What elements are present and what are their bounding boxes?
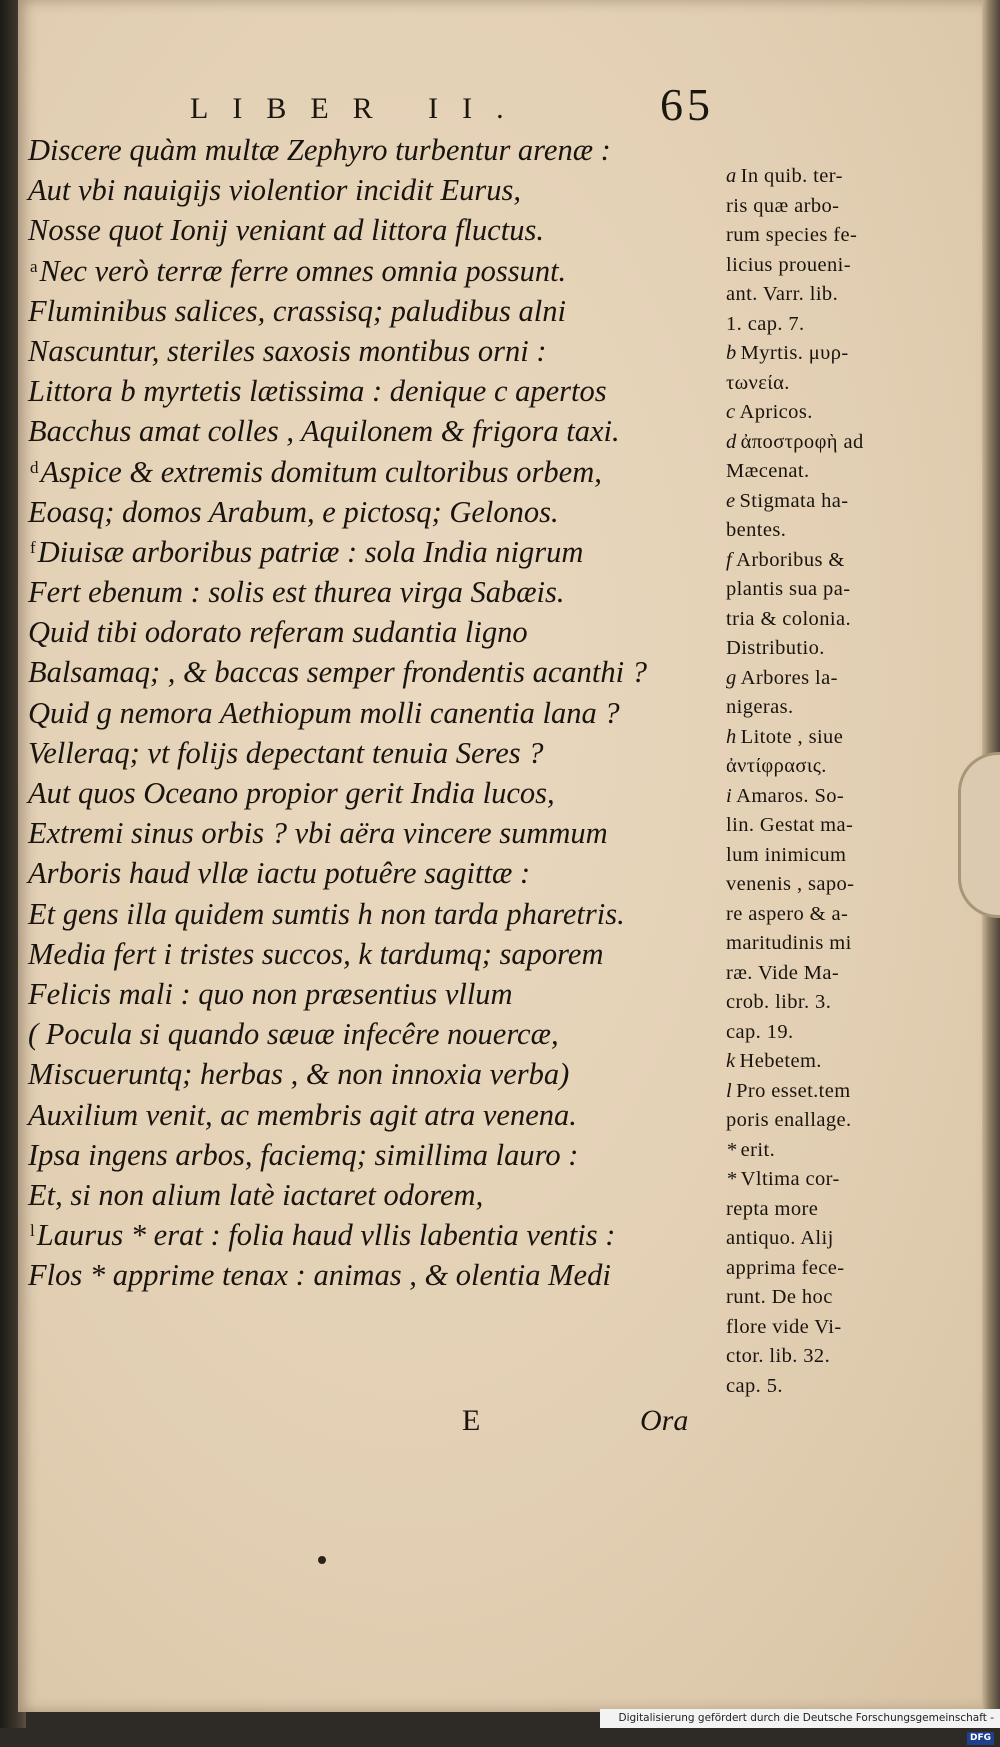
note-marker: d [30,457,39,477]
note-line [726,634,906,664]
verse-line [28,813,718,853]
note-text: maritudinis mi [726,932,852,954]
verse-line [28,371,718,411]
page-tab-marker [958,752,1000,918]
note-line [726,1077,906,1107]
note-text: Apricos. [739,401,813,423]
note-line [726,1342,906,1372]
note-line [726,664,906,694]
note-text: ἀποστροφὴ ad [740,430,864,453]
note-key: k [726,1050,736,1072]
note-key: e [726,489,736,512]
note-line [726,369,906,399]
note-text: ant. Varr. lib. [726,283,839,305]
verse-line [28,612,718,652]
verse-line [28,1054,718,1094]
note-line [726,575,906,605]
verse-line-text: Aut quos Oceano propior gerit India lucos, [28,776,555,810]
note-line [726,457,906,487]
verse-line [28,130,718,170]
note-line [726,1165,906,1195]
verse-line-text: Quid g nemora Aethiopum molli canentia lana ? [28,695,620,730]
note-text: flore vide Vi- [726,1315,842,1338]
note-line [726,1372,906,1402]
note-line [726,752,906,782]
note-line [726,192,906,222]
marginal-notes [726,162,906,1401]
verse-line [28,733,718,773]
note-line [726,310,906,340]
note-text: repta more [726,1197,819,1220]
catchword: Ora [640,1404,689,1437]
note-line [726,693,906,723]
note-key: * [726,1168,737,1190]
note-text: erit. [740,1138,776,1161]
note-line [726,1047,906,1077]
note-key: a [726,165,737,187]
verse-line-text: Bacchus amat colles , Aquilonem & frigora taxi. [28,414,620,449]
note-text: 1. cap. 7. [726,312,805,335]
verse-line [28,693,718,733]
note-text: ἀντίφρασις. [726,755,827,777]
note-line [726,900,906,930]
verse-line [28,1014,718,1054]
note-marker: l [30,1221,35,1241]
note-text: plantis sua pa- [726,578,851,600]
note-text: poris enallage. [726,1109,852,1131]
note-line [726,280,906,310]
note-text: ræ. Vide Ma- [726,961,840,984]
note-line [726,988,906,1018]
note-line [726,1136,906,1166]
verse-line [28,210,718,250]
note-text: licius proueni- [726,253,851,276]
note-line [726,870,906,900]
note-line [726,339,906,369]
verse-line-text: Media fert i tristes succos, k tardumq; saporem [28,936,604,971]
verse-line-text: Velleraq; vt folijs depectant tenuia Seres ? [28,735,544,770]
verse-line-text: Fert ebenum : solis est thurea virga Sabæis. [28,575,565,610]
ink-spot [318,1556,326,1564]
verse-line [28,1175,718,1215]
note-marker: a [30,256,38,276]
note-line [726,1313,906,1343]
verse-line [28,1215,718,1255]
digitization-footer [600,1709,1000,1743]
verse-line [28,934,718,974]
note-text: Myrtis. μυρ- [740,342,849,364]
note-text: Mæcenat. [726,460,810,482]
note-text: crob. libr. 3. [726,991,832,1013]
verse-line-text: Nascuntur, steriles saxosis montibus orni : [28,333,547,368]
note-text: Stigmata ha- [739,489,849,512]
verse-line [28,170,718,210]
verse-line-text: Aut vbi nauigijs violentior incidit Eurus, [28,173,522,208]
verse-line-text: Et gens illa quidem sumtis h non tarda pharetris. [28,896,625,931]
verse-line-text: Nec verò terræ ferre omnes omnia possunt. [39,253,567,288]
note-text: venenis , sapo- [726,873,855,895]
page-number: 65 [660,79,714,130]
note-text: Litote , siue [740,725,844,748]
note-key: d [726,430,737,453]
verse-line-text: Flos * apprime tenax : animas , & olentia Medi [28,1258,611,1293]
verse-line-text: Aspice & extremis domitum cultoribus orbem, [40,454,602,489]
note-key: h [726,725,737,748]
note-key: b [726,342,737,364]
verse-line-text: Felicis mali : quo non præsentius vllum [28,976,513,1011]
note-line [726,959,906,989]
verse-line [28,452,718,492]
verse-line [28,1095,718,1135]
note-line [726,1018,906,1048]
verse-line [28,974,718,1014]
note-line [726,428,906,458]
note-text: Arboribus & [736,548,845,571]
note-text: lum inimicum [726,843,847,866]
verse-line-text: Miscueruntq; herbas , & non innoxia verba) [28,1057,570,1092]
note-text: ris quæ arbo- [726,194,840,217]
note-line [726,811,906,841]
note-line [726,1254,906,1284]
verse-line [28,411,718,451]
note-line [726,546,906,576]
note-line [726,723,906,753]
note-key: * [726,1138,737,1161]
verse-line-text: Nosse quot Ionij veniant ad littora fluctus. [28,213,544,248]
signature-mark: E [462,1404,481,1437]
verse-line-text: Et, si non alium latè iactaret odorem, [28,1177,484,1212]
note-text: bentes. [726,519,787,541]
verse-line [28,1135,718,1175]
verse-line [28,572,718,612]
note-line [726,251,906,281]
note-line [726,487,906,517]
verse-line [28,652,718,692]
verse-line [28,291,718,331]
note-line [726,605,906,635]
verse-line-text: Quid tibi odorato referam sudantia ligno [28,615,528,650]
note-key: i [726,784,733,807]
verse-line [28,894,718,934]
verse-line-text: Eoasq; domos Arabum, e pictosq; Gelonos. [28,494,559,529]
note-text: Pro esset.tem [736,1079,851,1102]
verse-line-text: Littora b myrtetis lætissima : denique c apertos [28,374,607,409]
note-text: τωνεία. [726,371,790,394]
note-text: rum species fe- [726,224,858,246]
note-text: nigeras. [726,696,794,718]
verse-line [28,1255,718,1295]
note-key: l [726,1079,733,1102]
verse-line-text: Balsamaq; , & baccas semper frondentis acanthi ? [28,655,647,690]
note-line [726,398,906,428]
note-text: cap. 19. [726,1020,794,1043]
note-line [726,1106,906,1136]
note-line [726,1195,906,1225]
verse-line [28,492,718,532]
note-key: c [726,401,736,423]
note-text: In quib. ter- [740,165,843,187]
note-text: ctor. lib. 32. [726,1345,831,1367]
note-line [726,841,906,871]
verse-line-text: Discere quàm multæ Zephyro turbentur arenæ : [28,133,611,167]
note-text: Hebetem. [739,1050,822,1072]
note-key: f [726,548,733,571]
note-line [726,162,906,192]
note-key: g [726,666,737,689]
dfg-logo: DFG [967,1732,994,1745]
verse-line [28,853,718,893]
note-line [726,1283,906,1313]
verse-line-text: Extremi sinus orbis ? vbi aëra vincere summum [28,816,608,851]
verse-line [28,532,718,572]
note-text: re aspero & a- [726,902,849,925]
footer-text: Digitalisierung gefördert durch die Deutsche Forschungsgemeinschaft - [618,1712,994,1724]
note-text: cap. 5. [726,1374,783,1397]
note-line [726,516,906,546]
note-marker: f [30,537,36,557]
verse-line-text: Ipsa ingens arbos, faciemq; simillima lauro : [28,1137,579,1172]
verse-line [28,331,718,371]
note-text: lin. Gestat ma- [726,814,854,836]
verse-line-text: Laurus * erat : folia haud vllis labentia ventis : [36,1218,616,1253]
note-text: Distributio. [726,637,825,659]
note-line [726,782,906,812]
note-text: Vltima cor- [740,1168,840,1190]
running-head: LIBER II. [190,92,528,125]
verse-line-text: ( Pocula si quando sæuæ infecêre nouercæ, [28,1017,559,1052]
verse-line-text: Arboris haud vllæ iactu potuêre sagittæ : [28,856,531,891]
verse-line-text: Diuisæ arboribus patriæ : sola India nigrum [37,534,584,569]
verse-line-text: Auxilium venit, ac membris agit atra venena. [28,1097,577,1132]
verse-line [28,773,718,813]
verse-line-text: Fluminibus salices, crassisq; paludibus alni [28,293,566,328]
note-line [726,221,906,251]
note-text: runt. De hoc [726,1286,833,1308]
verse-line [28,251,718,291]
note-line [726,1224,906,1254]
note-text: apprima fece- [726,1256,845,1279]
note-text: antiquo. Alij [726,1227,834,1249]
note-text: Amaros. So- [736,784,845,807]
verse-text [28,130,718,1295]
note-line [726,929,906,959]
note-text: Arbores la- [740,666,838,689]
note-text: tria & colonia. [726,607,851,630]
